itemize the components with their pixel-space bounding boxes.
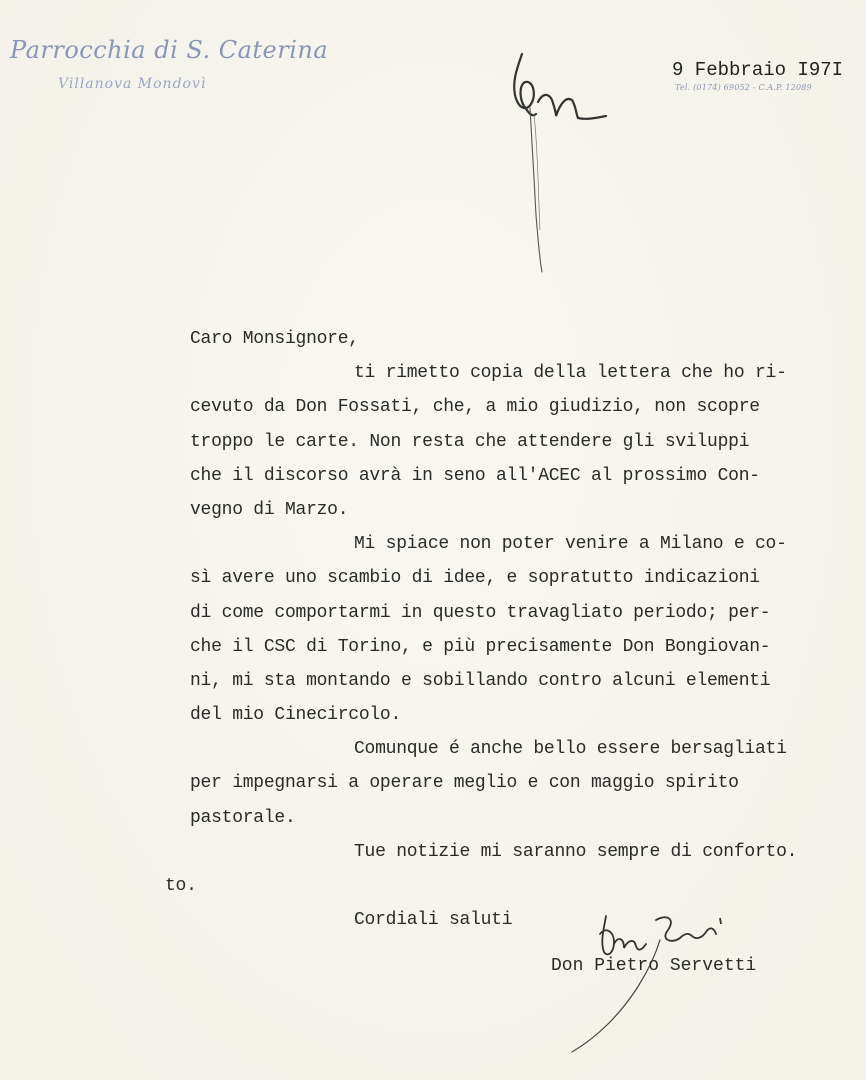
text-line: di come comportarmi in questo travagliato periodo; per-	[190, 602, 771, 623]
text-line: ti rimetto copia della lettera che ho ri-	[354, 363, 787, 384]
letter-date: 9 Febbraio I97I	[672, 59, 844, 81]
text-line: pastorale.	[190, 807, 296, 828]
text-line: ni, mi sta montando e sobillando contro alcuni elementi	[190, 670, 771, 691]
text-line: cevuto da Don Fossati, che, a mio giudizio, non scopre	[190, 397, 760, 418]
text-line: che il discorso avrà in seno all'ACEC al prossimo Con-	[190, 465, 760, 486]
text-line: sì avere uno scambio di idee, e sopratutto indicazioni	[190, 568, 760, 589]
text-line: vegno di Marzo.	[190, 499, 349, 520]
text-line: per impegnarsi a operare meglio e con maggio spirito	[190, 773, 739, 794]
text-line: che il CSC di Torino, e più precisamente Don Bongiovan-	[190, 636, 771, 657]
text-line: Tue notizie mi saranno sempre di conforto.	[354, 841, 798, 862]
text-line: Comunque é anche bello essere bersagliati	[354, 739, 787, 760]
text-line: to.	[165, 876, 197, 896]
letterhead-place: Villanova Mondovì	[58, 76, 207, 92]
salutation: Caro Monsignore,	[190, 329, 359, 349]
letterhead-phone: Tel. (0174) 69052 - C.A.P. 12089	[675, 83, 812, 92]
text-line: Mi spiace non poter venire a Milano e co-	[354, 534, 787, 555]
letter-body	[165, 322, 850, 937]
text-line: troppo le carte. Non resta che attendere gli sviluppi	[190, 431, 750, 452]
text-line: del mio Cinecircolo.	[190, 705, 402, 726]
signature-name: Don Pietro Servetti	[551, 956, 757, 976]
letterhead-parish-name: Parrocchia di S. Caterina	[10, 36, 329, 64]
closing: Cordiali saluti	[354, 910, 513, 931]
